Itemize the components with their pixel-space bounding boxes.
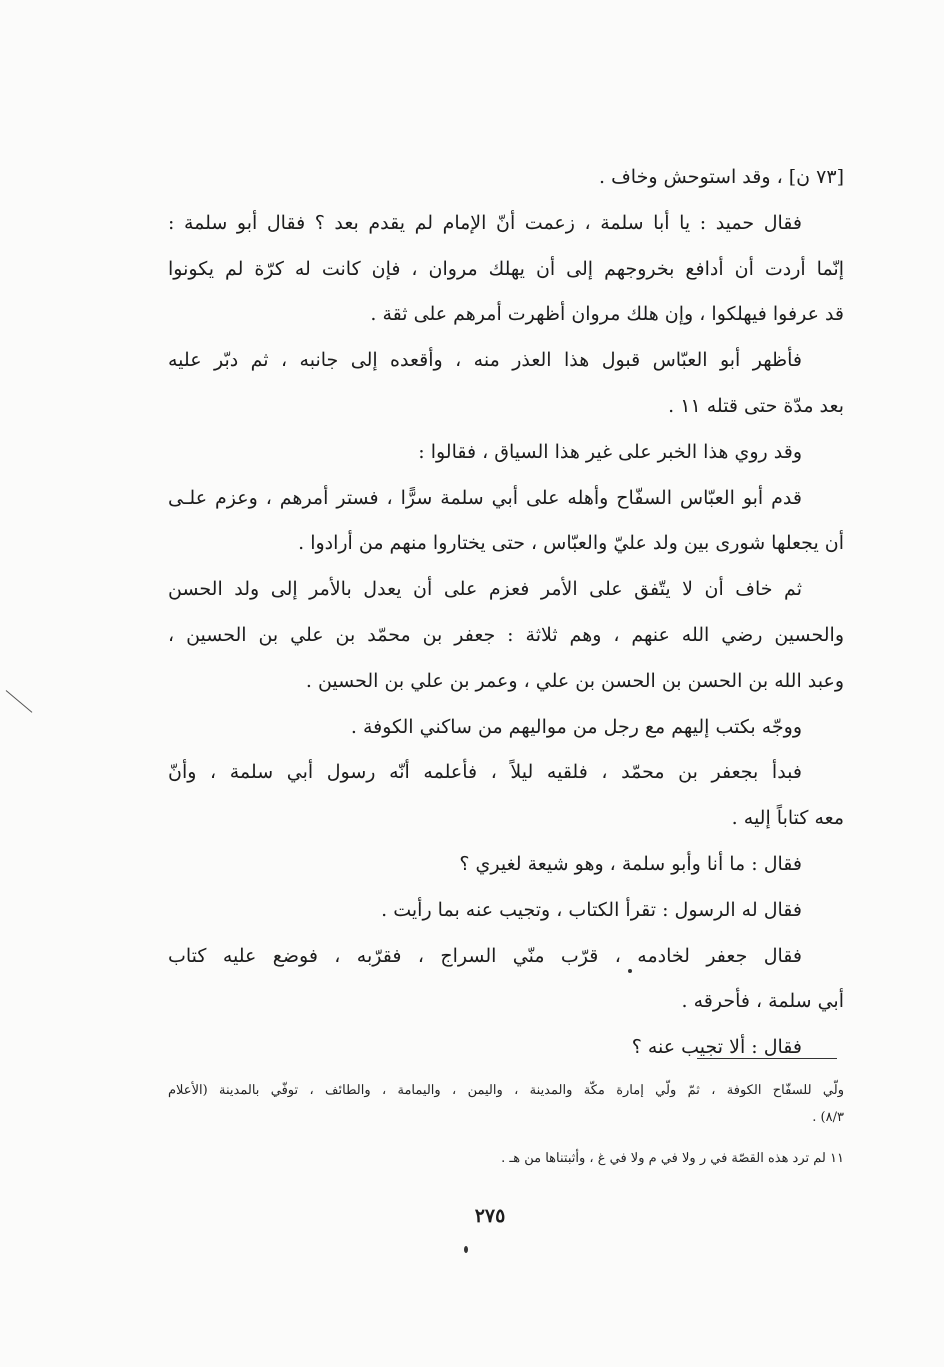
text-line: [٧٣ ن] ، وقد استوحش وخاف . (599, 166, 844, 188)
text-line: قدم أبو العبّاس السفّاح وأهله على أبي سلمة سرًّا ، فستر أمرهم ، وعزم علـى (168, 486, 802, 509)
text-line: فقال حميد : يا أبا سلمة ، زعمت أنّ الإمام لم يقدم بعد ؟ فقال أبو سلمة : (168, 211, 802, 234)
body-text (168, 155, 844, 1071)
page-number: ٢٧٥ (474, 1205, 506, 1227)
margin-mark (6, 690, 33, 713)
footnote-line: ١١ لم ترد هذه القصّة في ر ولا في م ولا في غ ، وأثبتناها من هـ . (501, 1151, 844, 1166)
text-line: إنّما أردت أن أدافع بخروجهم إلى أن يهلك مروان ، فإن كانت له كرّة لم يكونوا (168, 257, 844, 280)
text-line: أن يجعلها شورى بين ولد عليّ والعبّاس ، حتى يختاروا منهم من أرادوا . (298, 532, 844, 555)
text-line: فقال جعفر لخادمه ، قرّب منّي السراج ، فقرّبه ، فوضع عليه كتاب (168, 944, 802, 967)
text-line: فقال له الرسول : تقرأ الكتاب ، وتجيب عنه بما رأيت . (381, 898, 802, 921)
text-line: والحسين رضي الله عنهم ، وهم ثلاثة : جعفر بن محمّد بن علي بن الحسين ، (168, 623, 844, 646)
ink-speck (628, 969, 632, 973)
ink-speck (464, 1246, 468, 1253)
footnote-line: ولّي للسفّاح الكوفة ، ثمّ ولّي إمارة مكّة والمدينة ، واليمن ، واليمامة ، والطائف ، توفّي بالمدينة (الأعلام (168, 1083, 844, 1098)
text-line: معه كتاباً إليه . (731, 807, 844, 830)
text-line: فقال : ألا تجيب عنه ؟ (631, 1036, 802, 1059)
text-line: وقد روي هذا الخبر على غير هذا السياق ، فقالوا : (418, 440, 802, 463)
footnote-separator (697, 1058, 837, 1059)
text-line: ثم خاف أن لا يتّفق على الأمر فعزم على أن يعدل بالأمر إلى ولد الحسن (168, 578, 802, 601)
text-line: فبدأ بجعفر بن محمّد ، فلقيه ليلاً ، فأعلمه أنّه رسول أبي سلمة ، وأنّ (168, 761, 802, 784)
text-line: أبي سلمة ، فأحرقه . (681, 990, 844, 1013)
text-line: فقال : ما أنا وأبو سلمة ، وهو شيعة لغيري ؟ (459, 852, 802, 875)
text-line: وعبد الله بن الحسن بن الحسن بن علي ، وعمر بن علي بن الحسين . (305, 669, 844, 692)
text-line: ووجّه بكتب إليهم مع رجل من مواليهم من ساكني الكوفة . (350, 715, 802, 738)
footnote-line: ٨/٣) . (812, 1110, 844, 1125)
footnotes (168, 1077, 844, 1172)
text-line: فأظهر أبو العبّاس قبول هذا العذر منه ، وأقعده إلى جانبه ، ثم دبّر عليه (168, 349, 802, 372)
text-line: قد عرفوا فيهلكوا ، وإن هلك مروان أظهرت أمرهم على ثقة . (370, 303, 844, 326)
text-line: بعد مدّة حتى قتله ١١ . (668, 394, 844, 417)
